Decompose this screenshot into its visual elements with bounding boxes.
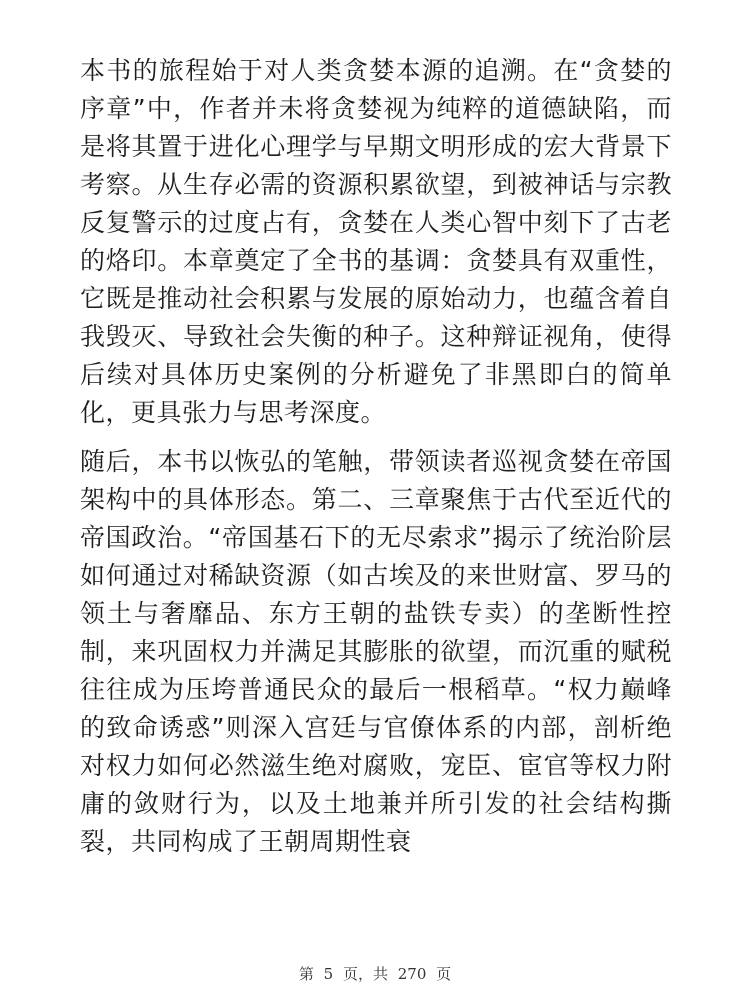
- paragraph-2: 随后，本书以恢弘的笔触，带领读者巡视贪婪在帝国架构中的具体形态。第二、三章聚焦于古代至近代的帝国政治。“帝国基石下的无尽索求”揭示了统治阶层如何通过对稀缺资源（如古埃及的来世财富、罗马的领土与奢靡品、东方王朝的盐铁专卖）的垄断性控制，来巩固权力并满足其膨胀的欲望，而沉重的赋税往往成为压垮普通民众的最后一根稻草。“权力巅峰的致命诱惑”则深入宫廷与官僚体系的内部，剖析绝对权力如何必然滋生绝对腐败，宠臣、宦官等权力附庸的敛财行为，以及土地兼并所引发的社会结构撕裂，共同构成了王朝周期性衰: [80, 447, 672, 856]
- footer-prefix: 第: [298, 965, 314, 983]
- paragraph-1: 本书的旅程始于对人类贪婪本源的追溯。在“贪婪的序章”中，作者并未将贪婪视为纯粹的道德缺陷，而是将其置于进化心理学与早期文明形成的宏大背景下考察。从生存必需的资源积累欲望，到被神话与宗教反复警示的过度占有，贪婪在人类心智中刻下了古老的烙印。本章奠定了全书的基调：贪婪具有双重性，它既是推动社会积累与发展的原始动力，也蕴含着自我毁灭、导致社会失衡的种子。这种辩证视角，使得后续对具体历史案例的分析避免了非黑即白的简单化，更具张力与思考深度。: [80, 56, 672, 427]
- current-page-number: 5: [323, 965, 334, 983]
- total-page-count: 270: [397, 965, 427, 983]
- page-footer: [0, 963, 750, 984]
- footer-middle: 页，共: [342, 965, 388, 983]
- footer-suffix: 页: [436, 965, 452, 983]
- document-body: [80, 52, 672, 861]
